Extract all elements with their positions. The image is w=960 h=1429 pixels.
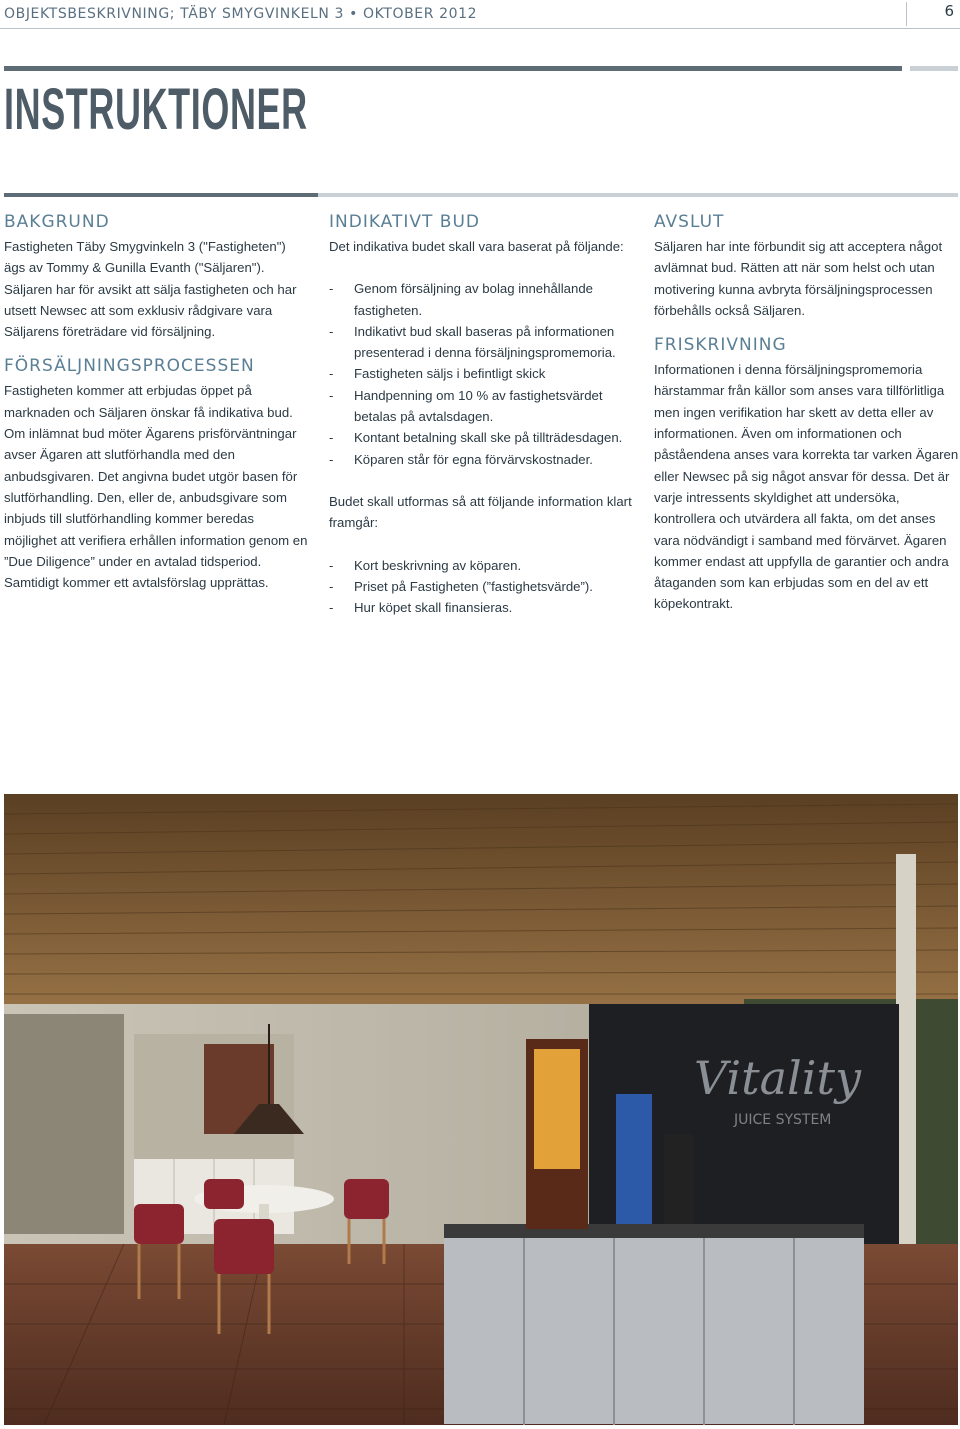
interior-photo [4,794,958,1425]
sign-logo-text: Vitality [694,1051,861,1105]
list-item: - Kontant betalning skall ske på tillträdesdagen. [329,430,623,446]
page-title: INSTRUKTIONER [4,77,308,142]
column-left [4,210,310,593]
page-number: 6 [944,2,954,20]
heading-avslut: AVSLUT [654,212,725,232]
header-divider [906,2,907,26]
text-avslut: Säljaren har inte förbundit sig att acceptera något avlämnat bud. Rätten att när som helst och utan motivering kunna avbryta försäljningsprocessen förbehålls också Säljaren. [654,239,943,318]
title-rule [4,66,902,71]
heading-indikativt-bud: INDIKATIVT BUD [329,212,481,232]
list-bud-information [329,555,635,619]
running-header: OBJEKTSBESKRIVNING; TÄBY SMYGVINKELN 3 • OKTOBER 2012 [4,6,478,22]
list-item: - Genom försäljning av bolag innehållande fastigheten. [329,281,594,318]
list-item: - Indikativt bud skall baseras på informationen presenterad i denna försäljningspromemoria. [329,323,616,361]
text-indikativt-intro: Det indikativa budet skall vara baserat på följande: [329,239,624,254]
text-friskrivning: Informationen i denna försäljningspromemoria härstammar från källor som anses vara tillförlitliga men ingen verifikation har skett av detta eller av informationen. Även om informationen och påståendena anses vara korrekta tar varken Ägaren eller Newsec på sig något ansvar för dessa. Det är varje intressents skyldighet att undersöka, kontrollera och utvärdera all fakta, om det anses vara nödvändigt i samband med förvärvet. Ägaren kommer endast att uppfylla de garantier och andra åtaganden som kan erbjudas som en del av ett köpekontrakt. [654,362,959,612]
list-item: - Handpenning om 10 % av fastighetsvärdet betalas på avtalsdagen. [329,387,603,425]
heading-forsaljningsprocessen: FÖRSÄLJNINGSPROCESSEN [4,356,255,377]
sign-logo-subtext: JUICE SYSTEM [734,1112,832,1128]
column-middle [329,210,635,618]
list-item: - Fastigheten säljs i befintligt skick [329,366,546,382]
column-rule-light [318,193,958,197]
column-right [654,210,960,615]
list-bud-conditions [329,278,635,470]
column-rule-dark [4,193,318,197]
text-indikativt-intro2: Budet skall utformas så att följande information klart framgår: [329,493,632,531]
list-item: - Kort beskrivning av köparen. [329,557,522,573]
title-rule-end [910,66,958,71]
list-item: - Köparen står för egna förvärvskostnader. [329,451,593,467]
text-bakgrund: Fastigheten Täby Smygvinkeln 3 ("Fastigheten") ägs av Tommy & Gunilla Evanth ("Säljaren"). Säljaren har för avsikt att sälja fastigheten och har utsett Newsec att som exklusiv rådgivare vara Säljarens företrädare vid försäljning. [4,239,297,340]
heading-bakgrund: BAKGRUND [4,212,110,232]
list-item: - Priset på Fastigheten (”fastighetsvärde”). [329,578,593,594]
list-item: - Hur köpet skall finansieras. [329,600,513,616]
text-forsaljningsprocessen: Fastigheten kommer att erbjudas öppet på marknaden och Säljaren önskar få indikativa bud. Om inlämnat bud möter Ägarens prisförväntningar avser Ägaren att slutförhandla med den anbudsgivaren. Det angivna budet utgör basen för slutförhandling. Den, eller de, anbudsgivare som inbjuds till slutförhandling kommer beredas möjlighet att verifiera erhållen information genom en ”Due Diligence” under en avtalad tidsperiod. Samtidigt kommer ett avtalsförslag upprättas. [4,383,308,591]
heading-friskrivning: FRISKRIVNING [654,335,787,356]
header-rule [0,28,960,29]
